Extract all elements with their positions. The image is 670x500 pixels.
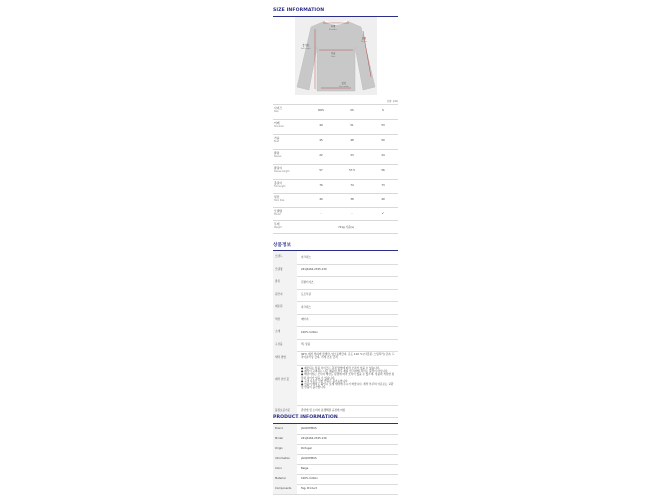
diagram-label-shoulder: 어깨 Shoulder [329,25,338,31]
table-row: Components Tag, Product [273,484,398,495]
table-row: 세탁 방법 30℃ 에서 약하게 물세탁, 염소표백금지, 온도 110 ℃ (다림질, 스팀처리) 금지, 드라이클리닝 금지, 기계 건조 금지 [273,351,398,366]
diagram-label-hem: 밑단 Hem width [339,82,349,88]
table-row: 밑단 Hem Size 40 38 40 [273,193,398,208]
table-row: 구성품 택, 상품 [273,339,398,353]
table-row: 팔길이 Sleeve Length 57 57.5 56 [273,164,398,180]
table-row-weight: 무게 Weight 711g 기준(s) [273,220,398,234]
size-table [273,104,398,230]
table-row: 원산지 포르투갈 [273,289,398,303]
table-row: 종류 긴팔티셔츠 [273,276,398,290]
table-row: 어깨 Shoulder 49 51 53 [273,119,398,135]
table-row: 색상 베이지 [273,314,398,328]
diagram-label-chest: 가슴 Bust [331,52,336,58]
caution-list: ● 제조되는 상품 사이즈는 측정 방법에 따라 오차가 있을 수 있습니다. ● 제작이 고려되는 나은 제품의 경우 재질 및 디테일 차이는 불량이 아닙니다. ● 해당이상는 모니터 해상도 환경에 따라 오라이 있을 수 있으며, 상품의 적당한 실물과 차이가 있을 수 있습니다. ● 고객 사유로 인한 반품은 불가능합니다. ● 선품이 해지도 확인시 보세 세탁에 주시기 바랍니다. 세탁 부주의 이유로는 교환 및 반품이 불가합니다. [301,367,395,390]
table-row: Model 241JS162.2345.130 [273,434,398,445]
table-row: 사이즈 Size ROS XS S [273,104,398,120]
table-row: Brand JACQUEMUS [273,424,398,435]
table-row: 모델명 241JS162.2345.130 [273,264,398,278]
table-row: 브랜드 자크뮈스 [273,251,398,265]
garment-diagram [295,17,377,95]
table-row: Color Beige [273,464,398,475]
product-info-ko-title: 상품정보 [273,243,292,248]
unit-label: 단위: (cm) [386,100,398,103]
table-row: Material 100% Cotton [273,474,398,485]
table-row: 품질보증기준 관련법 및 소비자 분쟁해결 규정에 따름 [273,405,398,418]
table-row: Origin Portugal [273,444,398,455]
diagram-label-length: 총기장 Full length [301,44,311,50]
diagram-label-sleeve: 팔통 Sleeve [361,37,368,43]
table-row: 제조원 자크뮈스 [273,301,398,315]
table-row-caution: 제작 본인 뜻 ● 제조되는 상품 사이즈는 측정 방법에 따라 오차가 있을 수 있습니다. ● 제작이 고려되는 나은 제품의 경우 재질 및 디테일 차이는 불량이 아닙니다. ● 해당이상는 모니터 해상도 환경에 따라 오라이 있을 수 있으며, 상품의 적당한 실물과 차이가 있을 수 있습니다. ● 고객 사유로 인한 반품은 불가능합니다. ● 선품이 해지도 확인시 보세 세탁에 주시기 바랍니다. 세탁 부주의 이유로는 교환 및 반품이 불가합니다. [273,365,398,406]
table-row: 가슴 Bust 45 48 50 [273,134,398,150]
product-info-en-title: PRODUCT INFORMATION [273,415,338,420]
table-row: 팔통 Sleeve 22 23 24 [273,149,398,165]
size-section-title: SIZE INFORMATION [273,8,325,13]
table-row: 모델명 Model - - ✔ [273,207,398,221]
table-row: 총길이 Full length 76 74 73 [273,179,398,194]
table-row: Information JACQUEMUS [273,454,398,465]
table-row: 소재 100% Cotton [273,326,398,340]
